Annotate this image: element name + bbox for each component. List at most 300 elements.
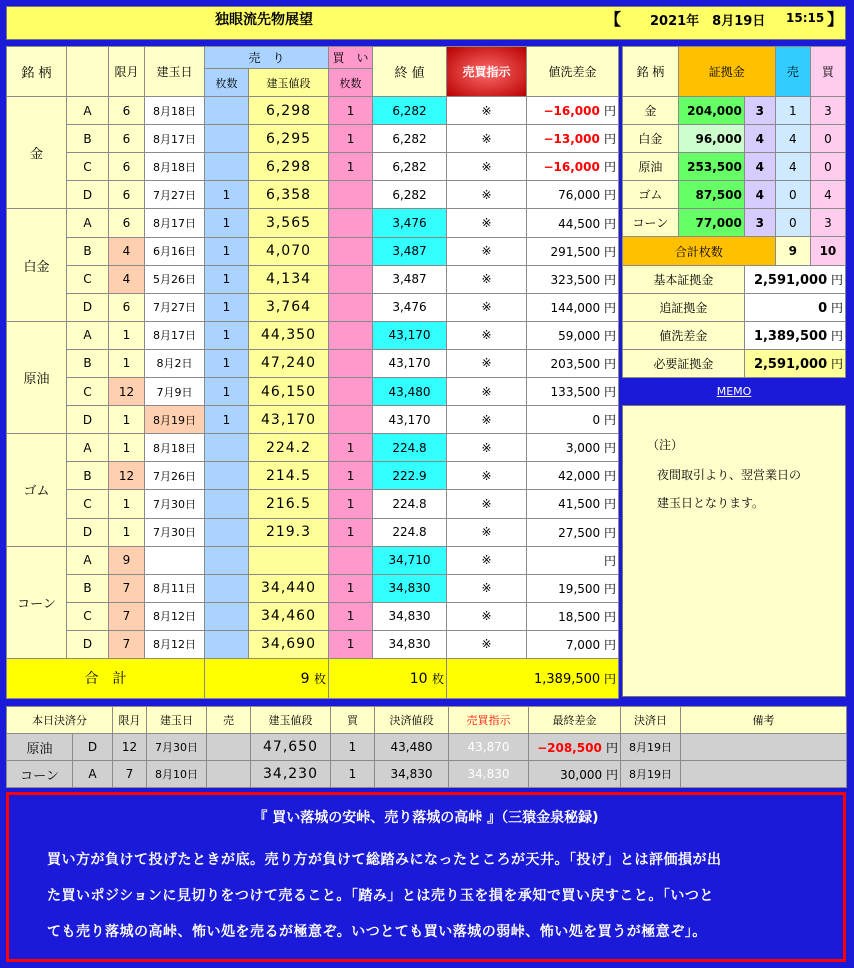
col-nesen-sakin: 値洗差金 (527, 47, 619, 97)
table-row (7, 181, 619, 209)
contract-month: 1 (109, 518, 145, 546)
contract-month: 4 (109, 237, 145, 265)
buy-lots: 1 (329, 490, 373, 518)
margin-lots: 3 (744, 97, 775, 125)
summary-value (744, 293, 845, 321)
open-price: 46,150 (249, 378, 329, 406)
diff-value: 291,500 (550, 244, 601, 259)
quote-line: 買い方が負けて投げたときが底。売り方が負けて総踏みになったところが天井。「投げ」とは評価損が出 (47, 852, 722, 868)
page-title: 独眼流先物展望 (215, 12, 313, 28)
contract-class: C (67, 153, 109, 181)
table-row (7, 125, 619, 153)
buy-lots: 1 (329, 97, 373, 125)
yen-unit: 円 (604, 160, 617, 175)
yen-unit: 円 (604, 272, 617, 287)
trade-indicator: ※ (447, 209, 527, 237)
side-commodity: 金 (623, 97, 679, 125)
open-price: 216.5 (249, 490, 329, 518)
yen-unit: 円 (605, 740, 618, 755)
side-sell: 0 (775, 209, 810, 237)
mark-to-market (527, 406, 619, 434)
diff-value: 19,500 (558, 581, 601, 596)
close-price: 34,830 (373, 574, 447, 602)
trade-indicator: ※ (447, 181, 527, 209)
trade-indicator: ※ (447, 378, 527, 406)
total-lots-buy: 10 (810, 237, 845, 265)
open-date: 7月27日 (145, 181, 205, 209)
table-row (7, 602, 619, 630)
open-price: 4,134 (249, 265, 329, 293)
settle-col-saishu: 最終差金 (529, 707, 621, 734)
mark-to-market (527, 630, 619, 658)
contract-month: 6 (109, 153, 145, 181)
open-date: 8月19日 (145, 406, 205, 434)
table-row (7, 574, 619, 602)
contract-class: B (67, 462, 109, 490)
trade-indicator: ※ (447, 237, 527, 265)
yen-unit: 円 (830, 272, 843, 287)
buy-lots: 1 (329, 462, 373, 490)
total-sell (205, 658, 329, 698)
yen-unit: 円 (604, 413, 617, 428)
mark-to-market (527, 546, 619, 574)
side-col-kai: 買 (810, 47, 845, 97)
trade-indicator: ※ (447, 321, 527, 349)
mark-to-market (527, 378, 619, 406)
side-buy: 0 (810, 125, 845, 153)
col-gengetsu: 限月 (109, 47, 145, 97)
close-price: 43,480 (373, 378, 447, 406)
yen-unit: 円 (604, 216, 617, 231)
mark-to-market (527, 321, 619, 349)
margin-amount: 204,000 (678, 97, 744, 125)
buy-lots (329, 349, 373, 377)
diff-value: 3,000 (565, 441, 601, 456)
mark-to-market (527, 125, 619, 153)
settle-class: A (73, 761, 113, 788)
settle-indicator: 43,870 (449, 734, 529, 761)
yen-unit: 円 (604, 609, 617, 624)
summary-label: 値洗差金 (623, 321, 745, 349)
settle-open-date: 8月10日 (147, 761, 207, 788)
table-row (7, 630, 619, 658)
table-row (7, 153, 619, 181)
bracket-left: 【 (605, 10, 622, 29)
buy-lots: 1 (329, 153, 373, 181)
side-buy: 3 (810, 97, 845, 125)
quote-line: た買いポジションに見切りをつけて売ること。「踏み」とは売り玉を損を承知で買い戻すこと。「いつと (47, 888, 714, 904)
open-date: 8月12日 (145, 630, 205, 658)
open-date: 6月16日 (145, 237, 205, 265)
total-lots-label: 合計枚数 (623, 237, 776, 265)
open-date: 7月26日 (145, 462, 205, 490)
settle-col-kai: 買 (331, 707, 375, 734)
contract-month: 7 (109, 602, 145, 630)
close-price: 224.8 (373, 490, 447, 518)
total-lots-sell: 9 (775, 237, 810, 265)
margin-lots: 4 (744, 181, 775, 209)
contract-class: C (67, 378, 109, 406)
contract-class: B (67, 125, 109, 153)
buy-lots: 1 (329, 602, 373, 630)
sell-lots: 1 (205, 237, 249, 265)
contract-class: B (67, 574, 109, 602)
side-commodity: 白金 (623, 125, 679, 153)
margin-row (623, 125, 846, 153)
mark-to-market (527, 237, 619, 265)
close-price: 43,170 (373, 321, 447, 349)
margin-row (623, 181, 846, 209)
sell-lots: 1 (205, 321, 249, 349)
yen-unit: 円 (604, 441, 617, 456)
open-date: 7月30日 (145, 490, 205, 518)
open-price: 224.2 (249, 434, 329, 462)
margin-amount: 77,000 (678, 209, 744, 237)
table-row (7, 237, 619, 265)
sell-lots: 1 (205, 209, 249, 237)
yen-unit: 円 (604, 581, 617, 596)
header-date: 2021年 8月19日 (650, 14, 766, 29)
yen-unit: 円 (604, 525, 617, 540)
memo-line: （注） (647, 438, 684, 452)
trade-indicator: ※ (447, 125, 527, 153)
contract-month: 6 (109, 209, 145, 237)
open-price (249, 546, 329, 574)
table-row (7, 518, 619, 546)
sell-lots (205, 153, 249, 181)
quote-box (6, 792, 846, 962)
yen-unit: 円 (604, 497, 617, 512)
margin-lots: 4 (744, 153, 775, 181)
open-date: 8月2日 (145, 349, 205, 377)
settle-diff-value: 30,000 (560, 767, 603, 782)
commodity-name: 金 (7, 97, 67, 209)
side-buy: 4 (810, 181, 845, 209)
diff-value: 76,000 (558, 188, 601, 203)
col-sell-maisu: 枚数 (205, 69, 249, 97)
diff-value: 0 (592, 413, 601, 428)
memo-title[interactable]: MEMO (716, 385, 752, 398)
contract-month: 7 (109, 630, 145, 658)
side-buy: 0 (810, 153, 845, 181)
buy-lots: 1 (329, 574, 373, 602)
open-price: 3,565 (249, 209, 329, 237)
mark-to-market (527, 97, 619, 125)
close-price: 3,487 (373, 237, 447, 265)
margin-row (623, 209, 846, 237)
col-blank (67, 47, 109, 97)
open-date: 8月17日 (145, 209, 205, 237)
open-price: 34,690 (249, 630, 329, 658)
buy-lots (329, 265, 373, 293)
sell-lots (205, 434, 249, 462)
diff-value: 42,000 (558, 469, 601, 484)
open-date: 7月9日 (145, 378, 205, 406)
yen-unit: 円 (830, 356, 843, 371)
col-baibai-shiji: 売買指示 (447, 47, 527, 97)
trade-indicator: ※ (447, 546, 527, 574)
settle-diff-value: −208,500 (537, 740, 602, 755)
side-col-shokokin: 証拠金 (678, 47, 775, 97)
contract-month: 12 (109, 462, 145, 490)
settle-open-price: 34,230 (251, 761, 331, 788)
settle-month: 7 (113, 761, 147, 788)
mark-to-market (527, 181, 619, 209)
mark-to-market (527, 434, 619, 462)
yen-unit: 円 (604, 469, 617, 484)
buy-lots (329, 321, 373, 349)
open-price: 214.5 (249, 462, 329, 490)
side-commodity: ゴム (623, 181, 679, 209)
settlement-table (6, 706, 847, 788)
open-date: 8月18日 (145, 153, 205, 181)
close-price: 6,282 (373, 181, 447, 209)
settle-note (681, 734, 847, 761)
open-date: 5月26日 (145, 265, 205, 293)
settle-open-price: 47,650 (251, 734, 331, 761)
settle-row (7, 761, 847, 788)
close-price: 224.8 (373, 434, 447, 462)
sell-lots: 1 (205, 349, 249, 377)
mark-to-market (527, 153, 619, 181)
summary-amount: 2,591,000 (753, 356, 828, 372)
summary-label: 基本証拠金 (623, 265, 745, 293)
table-row (7, 406, 619, 434)
settle-col-shiji: 売買指示 (449, 707, 529, 734)
diff-value: 323,500 (550, 272, 601, 287)
open-price: 219.3 (249, 518, 329, 546)
summary-value (744, 321, 845, 349)
sell-lots (205, 97, 249, 125)
margin-amount: 96,000 (678, 125, 744, 153)
diff-value: 144,000 (550, 300, 601, 315)
contract-class: D (67, 518, 109, 546)
open-price: 43,170 (249, 406, 329, 434)
diff-value: −16,000 (543, 160, 600, 175)
memo-line: 建玉日となります。 (657, 496, 765, 510)
mark-to-market (527, 518, 619, 546)
settle-month: 12 (113, 734, 147, 761)
sell-lots (205, 125, 249, 153)
settle-price: 43,480 (375, 734, 449, 761)
side-commodity: コーン (623, 209, 679, 237)
sell-lots (205, 518, 249, 546)
mark-to-market (527, 209, 619, 237)
total-label: 合 計 (7, 658, 205, 698)
contract-month: 6 (109, 293, 145, 321)
contract-class: C (67, 265, 109, 293)
table-row (7, 546, 619, 574)
settle-class: D (73, 734, 113, 761)
close-price: 3,476 (373, 293, 447, 321)
settle-commodity: コーン (7, 761, 73, 788)
buy-lots: 1 (329, 518, 373, 546)
contract-month: 6 (109, 181, 145, 209)
sell-lots: 1 (205, 378, 249, 406)
contract-month: 6 (109, 125, 145, 153)
sell-lots (205, 490, 249, 518)
open-date: 8月17日 (145, 321, 205, 349)
contract-class: D (67, 630, 109, 658)
side-buy: 3 (810, 209, 845, 237)
close-price: 3,487 (373, 265, 447, 293)
mark-to-market (527, 349, 619, 377)
settle-col-tategyokubi: 建玉日 (147, 707, 207, 734)
settle-sell (207, 761, 251, 788)
col-tategyokubi: 建玉日 (145, 47, 205, 97)
diff-value: 44,500 (558, 216, 601, 231)
table-row (7, 378, 619, 406)
unit: 枚 (432, 671, 445, 686)
open-date: 8月18日 (145, 434, 205, 462)
summary-label: 必要証拠金 (623, 349, 745, 377)
open-date (145, 546, 205, 574)
open-date: 8月11日 (145, 574, 205, 602)
settle-commodity: 原油 (7, 734, 73, 761)
col-tategyoku-nedan: 建玉値段 (249, 69, 329, 97)
header-time: 15:15 (786, 11, 825, 25)
table-row (7, 97, 619, 125)
col-kai: 買 い (329, 47, 373, 69)
trade-indicator: ※ (447, 574, 527, 602)
col-owarine: 終 値 (373, 47, 447, 97)
total-buy (329, 658, 447, 698)
diff-value: 18,500 (558, 609, 601, 624)
trade-indicator: ※ (447, 490, 527, 518)
contract-class: C (67, 602, 109, 630)
trade-indicator: ※ (447, 97, 527, 125)
settle-row (7, 734, 847, 761)
table-row (7, 293, 619, 321)
buy-lots: 1 (329, 125, 373, 153)
open-date: 7月30日 (145, 518, 205, 546)
contract-class: D (67, 406, 109, 434)
settle-col-nedan: 建玉値段 (251, 707, 331, 734)
buy-lots (329, 546, 373, 574)
sell-lots (205, 546, 249, 574)
total-sell-count: 9 (300, 670, 310, 687)
close-price: 43,170 (373, 349, 447, 377)
sell-lots (205, 462, 249, 490)
sell-lots: 1 (205, 293, 249, 321)
buy-lots (329, 181, 373, 209)
yen-unit: 円 (604, 671, 617, 686)
yen-unit: 円 (604, 104, 617, 119)
yen-unit: 円 (605, 767, 618, 782)
close-price: 34,830 (373, 602, 447, 630)
trade-indicator: ※ (447, 293, 527, 321)
trade-indicator: ※ (447, 630, 527, 658)
diff-value: 133,500 (550, 385, 601, 400)
contract-class: A (67, 434, 109, 462)
trade-indicator: ※ (447, 602, 527, 630)
mark-to-market (527, 293, 619, 321)
open-date: 7月27日 (145, 293, 205, 321)
settle-indicator: 34,830 (449, 761, 529, 788)
contract-month: 1 (109, 434, 145, 462)
bracket-right: 】 (827, 10, 844, 29)
side-sell: 1 (775, 97, 810, 125)
positions-table (6, 46, 619, 699)
contract-class: D (67, 293, 109, 321)
contract-month: 12 (109, 378, 145, 406)
margin-lots: 4 (744, 125, 775, 153)
summary-amount: 2,591,000 (753, 272, 828, 288)
sell-lots: 1 (205, 265, 249, 293)
trade-indicator: ※ (447, 462, 527, 490)
total-buy-count: 10 (409, 670, 428, 687)
settle-open-date: 7月30日 (147, 734, 207, 761)
open-price: 44,350 (249, 321, 329, 349)
open-price: 34,460 (249, 602, 329, 630)
side-sell: 4 (775, 153, 810, 181)
table-row (7, 349, 619, 377)
buy-lots (329, 293, 373, 321)
contract-month: 1 (109, 321, 145, 349)
diff-value: 41,500 (558, 497, 601, 512)
sell-lots: 1 (205, 406, 249, 434)
open-date: 8月12日 (145, 602, 205, 630)
open-price: 6,298 (249, 153, 329, 181)
quote-line: ても売り落城の高峠、怖い処を売るが極意ぞ。いつとても買い落城の弱峠、怖い処を買うが極意ぞ」。 (47, 924, 707, 940)
col-meigara: 銘 柄 (7, 47, 67, 97)
mark-to-market (527, 462, 619, 490)
memo-line: 夜間取引より、翌営業日の (657, 468, 802, 482)
contract-class: C (67, 490, 109, 518)
sell-lots: 1 (205, 181, 249, 209)
buy-lots: 1 (329, 434, 373, 462)
close-price: 222.9 (373, 462, 447, 490)
side-col-uri: 売 (775, 47, 810, 97)
yen-unit: 円 (604, 188, 617, 203)
trade-indicator: ※ (447, 406, 527, 434)
contract-month: 4 (109, 265, 145, 293)
table-row (7, 434, 619, 462)
close-price: 3,476 (373, 209, 447, 237)
close-price: 43,170 (373, 406, 447, 434)
close-price: 224.8 (373, 518, 447, 546)
total-diff (447, 658, 619, 698)
contract-class: A (67, 546, 109, 574)
open-date: 8月18日 (145, 97, 205, 125)
open-date: 8月17日 (145, 125, 205, 153)
contract-class: A (67, 97, 109, 125)
summary-value (744, 265, 845, 293)
contract-month: 9 (109, 546, 145, 574)
yen-unit: 円 (604, 637, 617, 652)
table-row (7, 209, 619, 237)
yen-unit: 円 (830, 328, 843, 343)
contract-month: 6 (109, 97, 145, 125)
yen-unit: 円 (604, 132, 617, 147)
settle-diff (529, 734, 621, 761)
close-price: 34,710 (373, 546, 447, 574)
open-price: 3,764 (249, 293, 329, 321)
mark-to-market (527, 490, 619, 518)
yen-unit: 円 (604, 385, 617, 400)
sell-lots (205, 574, 249, 602)
side-commodity: 原油 (623, 153, 679, 181)
total-diff-value: 1,389,500 (534, 671, 601, 687)
yen-unit: 円 (830, 300, 843, 315)
contract-month: 1 (109, 490, 145, 518)
side-sell: 0 (775, 181, 810, 209)
table-row (7, 490, 619, 518)
yen-unit: 円 (604, 356, 617, 371)
commodity-name: 白金 (7, 209, 67, 321)
contract-class: A (67, 321, 109, 349)
contract-month: 1 (109, 349, 145, 377)
